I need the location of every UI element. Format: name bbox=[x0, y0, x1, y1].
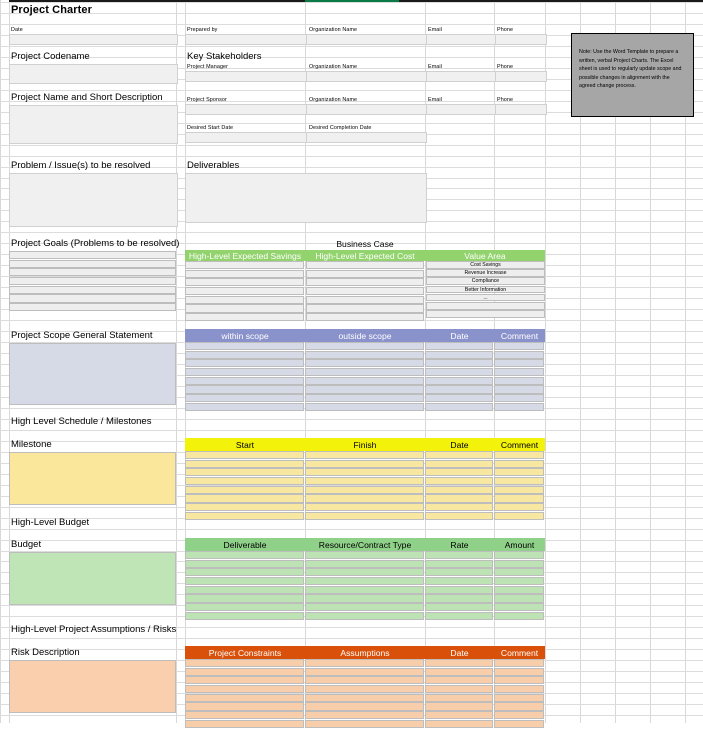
organization-label-1: Organization Name bbox=[309, 27, 358, 33]
section-risk: Risk Description bbox=[11, 647, 80, 658]
table-row[interactable] bbox=[185, 612, 545, 620]
table-cell[interactable] bbox=[494, 377, 544, 385]
table-cell[interactable] bbox=[494, 659, 544, 667]
stakeholder-name-input-1[interactable] bbox=[185, 71, 307, 82]
table-row[interactable] bbox=[306, 278, 425, 286]
table-row[interactable] bbox=[185, 577, 545, 585]
milestone-table-header bbox=[185, 438, 545, 451]
email-input-3[interactable] bbox=[426, 104, 496, 115]
section-budget-head: High-Level Budget bbox=[11, 517, 90, 528]
table-cell[interactable] bbox=[425, 551, 493, 559]
row-top-border-right bbox=[399, 0, 703, 2]
table-cell[interactable] bbox=[185, 278, 304, 286]
desired-start-date-label: Desired Start Date bbox=[187, 125, 234, 131]
table-row[interactable] bbox=[185, 594, 545, 602]
grid-row-line bbox=[0, 529, 703, 530]
table-row[interactable] bbox=[306, 261, 425, 269]
table-row[interactable] bbox=[185, 702, 545, 710]
table-cell[interactable] bbox=[185, 368, 304, 376]
business-case-cost-rows[interactable] bbox=[306, 261, 425, 322]
column-header: Comment bbox=[500, 439, 539, 450]
goal-line[interactable] bbox=[9, 286, 176, 294]
table-cell[interactable] bbox=[425, 702, 493, 710]
table-row[interactable] bbox=[185, 403, 545, 411]
email-input-1[interactable] bbox=[426, 34, 496, 45]
table-cell[interactable] bbox=[185, 460, 304, 468]
value-area-item[interactable]: Compliance bbox=[426, 277, 545, 285]
table-cell[interactable] bbox=[305, 694, 424, 702]
table-cell[interactable] bbox=[425, 460, 493, 468]
table-cell[interactable] bbox=[425, 659, 493, 667]
table-cell[interactable] bbox=[185, 551, 304, 559]
table-cell[interactable] bbox=[185, 560, 304, 568]
table-cell[interactable] bbox=[305, 351, 424, 359]
table-cell[interactable] bbox=[305, 403, 424, 411]
business-case-header bbox=[185, 250, 545, 261]
table-row[interactable] bbox=[185, 451, 545, 459]
table-row[interactable] bbox=[185, 385, 545, 393]
table-cell[interactable] bbox=[185, 451, 304, 459]
table-cell[interactable] bbox=[494, 460, 544, 468]
budget-table-rows[interactable] bbox=[185, 551, 545, 621]
column-header: outside scope bbox=[338, 330, 392, 341]
table-cell[interactable] bbox=[425, 512, 493, 520]
table-cell[interactable] bbox=[494, 503, 544, 511]
table-cell[interactable] bbox=[185, 486, 304, 494]
table-row[interactable] bbox=[185, 468, 545, 476]
table-cell[interactable] bbox=[185, 702, 304, 710]
table-cell[interactable] bbox=[494, 720, 544, 728]
page-title: Project Charter bbox=[11, 4, 92, 16]
table-cell[interactable] bbox=[425, 394, 493, 402]
table-cell[interactable] bbox=[305, 503, 424, 511]
column-header: Date bbox=[450, 647, 469, 658]
table-row[interactable] bbox=[185, 720, 545, 728]
project-goals-lines[interactable] bbox=[9, 251, 176, 312]
table-cell[interactable] bbox=[185, 296, 304, 304]
table-cell[interactable] bbox=[425, 685, 493, 693]
table-cell[interactable] bbox=[305, 586, 424, 594]
column-header: Comment bbox=[500, 330, 539, 341]
table-cell[interactable] bbox=[425, 486, 493, 494]
email-label-3: Email bbox=[428, 97, 442, 103]
table-cell[interactable] bbox=[425, 560, 493, 568]
organization-input-1[interactable] bbox=[306, 34, 427, 45]
table-cell[interactable] bbox=[305, 560, 424, 568]
value-area-item[interactable] bbox=[426, 302, 545, 310]
column-header: Assumptions bbox=[340, 647, 390, 658]
table-cell[interactable] bbox=[306, 287, 424, 295]
grid-row-line bbox=[0, 156, 703, 157]
table-cell[interactable] bbox=[185, 261, 304, 269]
table-cell[interactable] bbox=[494, 676, 544, 684]
table-cell[interactable] bbox=[425, 612, 493, 620]
table-cell[interactable] bbox=[185, 720, 304, 728]
table-cell[interactable] bbox=[494, 477, 544, 485]
table-cell[interactable] bbox=[305, 702, 424, 710]
table-row[interactable] bbox=[185, 313, 305, 321]
table-cell[interactable] bbox=[305, 359, 424, 367]
column-header: Project Constraints bbox=[208, 647, 282, 658]
table-cell[interactable] bbox=[305, 668, 424, 676]
table-cell[interactable] bbox=[494, 702, 544, 710]
table-cell[interactable] bbox=[494, 468, 544, 476]
table-cell[interactable] bbox=[494, 512, 544, 520]
table-cell[interactable] bbox=[305, 659, 424, 667]
value-area-item[interactable]: Cost Savings bbox=[426, 261, 545, 269]
phone-label-1: Phone bbox=[497, 27, 514, 33]
active-cell-indicator bbox=[305, 0, 399, 2]
table-cell[interactable] bbox=[425, 594, 493, 602]
table-cell[interactable] bbox=[425, 577, 493, 585]
risk-table-rows[interactable] bbox=[185, 659, 545, 729]
table-cell[interactable] bbox=[494, 594, 544, 602]
table-row[interactable] bbox=[306, 287, 425, 295]
table-cell[interactable] bbox=[306, 304, 424, 312]
table-cell[interactable] bbox=[185, 694, 304, 702]
table-cell[interactable] bbox=[306, 278, 424, 286]
table-cell[interactable] bbox=[305, 342, 424, 350]
business-case-value-area-list[interactable] bbox=[426, 261, 545, 318]
table-cell[interactable] bbox=[305, 468, 424, 476]
table-row[interactable] bbox=[185, 603, 545, 611]
table-cell[interactable] bbox=[305, 385, 424, 393]
table-cell[interactable] bbox=[494, 560, 544, 568]
section-project-scope: Project Scope General Statement bbox=[11, 330, 153, 341]
table-cell[interactable] bbox=[494, 486, 544, 494]
table-cell[interactable] bbox=[305, 394, 424, 402]
table-cell[interactable] bbox=[425, 468, 493, 476]
table-row[interactable] bbox=[185, 296, 305, 304]
organization-input-3[interactable] bbox=[306, 104, 427, 115]
column-header: Start bbox=[235, 439, 255, 450]
table-cell[interactable] bbox=[305, 368, 424, 376]
table-cell[interactable] bbox=[185, 603, 304, 611]
table-cell[interactable] bbox=[494, 668, 544, 676]
table-cell[interactable] bbox=[185, 385, 304, 393]
section-milestone: Milestone bbox=[11, 439, 52, 450]
table-cell[interactable] bbox=[494, 586, 544, 594]
table-cell[interactable] bbox=[185, 359, 304, 367]
organization-label-3: Organization Name bbox=[309, 97, 358, 103]
table-cell[interactable] bbox=[305, 377, 424, 385]
date-label: Date bbox=[11, 27, 23, 33]
table-cell[interactable] bbox=[425, 586, 493, 594]
table-cell[interactable] bbox=[305, 577, 424, 585]
section-budget: Budget bbox=[11, 539, 42, 550]
table-cell[interactable] bbox=[185, 304, 304, 312]
grid-row-line bbox=[0, 430, 703, 431]
table-row[interactable] bbox=[185, 270, 305, 278]
table-cell[interactable] bbox=[494, 451, 544, 459]
table-row[interactable] bbox=[185, 377, 545, 385]
table-cell[interactable] bbox=[185, 503, 304, 511]
table-cell[interactable] bbox=[494, 342, 544, 350]
budget-input[interactable] bbox=[9, 552, 176, 605]
table-row[interactable] bbox=[185, 685, 545, 693]
table-cell[interactable] bbox=[185, 594, 304, 602]
table-row[interactable] bbox=[185, 359, 545, 367]
table-row[interactable] bbox=[306, 304, 425, 312]
table-cell[interactable] bbox=[185, 512, 304, 520]
stakeholder-name-input-2[interactable] bbox=[185, 104, 307, 115]
table-cell[interactable] bbox=[185, 685, 304, 693]
table-row[interactable] bbox=[185, 668, 545, 676]
table-cell[interactable] bbox=[425, 342, 493, 350]
table-cell[interactable] bbox=[425, 720, 493, 728]
value-area-item[interactable] bbox=[426, 310, 545, 318]
table-cell[interactable] bbox=[425, 494, 493, 502]
table-cell[interactable] bbox=[305, 451, 424, 459]
business-case-savings-rows[interactable] bbox=[185, 261, 305, 322]
value-area-item[interactable]: ... bbox=[426, 294, 545, 302]
table-row[interactable] bbox=[185, 586, 545, 594]
column-header: Resource/Contract Type bbox=[318, 539, 412, 550]
table-cell[interactable] bbox=[425, 377, 493, 385]
section-project-goals: Project Goals (Problems to be resolved) bbox=[11, 238, 180, 249]
goal-line[interactable] bbox=[9, 294, 176, 302]
table-cell[interactable] bbox=[185, 568, 304, 576]
table-cell[interactable] bbox=[494, 577, 544, 585]
note-box: Note: Use the Word Template to prepare a written, verbal Project Charts. The Excel sheet is used to regularly update scope and possible changes in alignment with the agreed change process. bbox=[571, 33, 694, 117]
project-codename-input[interactable] bbox=[9, 64, 178, 84]
table-cell[interactable] bbox=[185, 676, 304, 684]
section-assumptions-head: High-Level Project Assumptions / Risks bbox=[11, 624, 177, 635]
table-row[interactable] bbox=[185, 503, 545, 511]
date-input[interactable] bbox=[9, 34, 178, 45]
column-header: Finish bbox=[353, 439, 377, 450]
table-cell[interactable] bbox=[425, 568, 493, 576]
table-row[interactable] bbox=[185, 287, 305, 295]
risk-table-header bbox=[185, 646, 545, 659]
table-cell[interactable] bbox=[425, 711, 493, 719]
table-cell[interactable] bbox=[425, 359, 493, 367]
table-row[interactable] bbox=[185, 659, 545, 667]
goal-line[interactable] bbox=[9, 277, 176, 285]
table-cell[interactable] bbox=[185, 468, 304, 476]
table-cell[interactable] bbox=[305, 594, 424, 602]
section-deliverables: Deliverables bbox=[187, 160, 240, 171]
table-cell[interactable] bbox=[425, 603, 493, 611]
table-cell[interactable] bbox=[305, 612, 424, 620]
email-label-2: Email bbox=[428, 64, 442, 70]
table-cell[interactable] bbox=[425, 451, 493, 459]
goal-line[interactable] bbox=[9, 303, 176, 311]
column-header: Amount bbox=[504, 539, 535, 550]
table-cell[interactable] bbox=[185, 659, 304, 667]
organization-label-2: Organization Name bbox=[309, 64, 358, 70]
deliverables-input[interactable] bbox=[185, 173, 427, 223]
table-row[interactable] bbox=[185, 394, 545, 402]
value-area-item[interactable]: Better Information bbox=[426, 286, 545, 294]
column-header: Date bbox=[450, 439, 469, 450]
table-cell[interactable] bbox=[305, 676, 424, 684]
email-label-1: Email bbox=[428, 27, 442, 33]
table-cell[interactable] bbox=[425, 668, 493, 676]
table-row[interactable] bbox=[185, 676, 545, 684]
table-cell[interactable] bbox=[306, 270, 424, 278]
prepared-by-label: Prepared by bbox=[187, 27, 218, 33]
table-cell[interactable] bbox=[425, 477, 493, 485]
budget-table-header bbox=[185, 538, 545, 551]
table-cell[interactable] bbox=[494, 351, 544, 359]
table-cell[interactable] bbox=[306, 261, 424, 269]
table-row[interactable] bbox=[185, 351, 545, 359]
table-row[interactable] bbox=[185, 551, 545, 559]
table-cell[interactable] bbox=[305, 685, 424, 693]
grid-row-line bbox=[0, 232, 703, 233]
phone-input-2[interactable] bbox=[495, 71, 547, 82]
column-header: Value Area bbox=[464, 250, 506, 261]
table-row[interactable] bbox=[185, 711, 545, 719]
business-case-title: Business Case bbox=[336, 239, 394, 249]
table-row[interactable] bbox=[185, 261, 305, 269]
desired-completion-date-label: Desired Completion Date bbox=[309, 125, 372, 131]
table-cell[interactable] bbox=[305, 551, 424, 559]
table-cell[interactable] bbox=[185, 668, 304, 676]
phone-label-3: Phone bbox=[497, 97, 514, 103]
milestone-table-rows[interactable] bbox=[185, 451, 545, 521]
table-row[interactable] bbox=[185, 304, 305, 312]
table-cell[interactable] bbox=[185, 394, 304, 402]
table-cell[interactable] bbox=[494, 568, 544, 576]
table-row[interactable] bbox=[306, 313, 425, 321]
table-row[interactable] bbox=[185, 342, 545, 350]
goal-line[interactable] bbox=[9, 251, 176, 259]
milestone-input[interactable] bbox=[9, 452, 176, 505]
project-name-input[interactable] bbox=[9, 105, 178, 144]
phone-input-3[interactable] bbox=[495, 104, 547, 115]
table-cell[interactable] bbox=[425, 351, 493, 359]
organization-input-2[interactable] bbox=[306, 71, 427, 82]
table-cell[interactable] bbox=[425, 368, 493, 376]
table-row[interactable] bbox=[185, 477, 545, 485]
table-row[interactable] bbox=[185, 278, 305, 286]
table-cell[interactable] bbox=[185, 287, 304, 295]
section-problem: Problem / Issue(s) to be resolved bbox=[11, 160, 151, 171]
table-row[interactable] bbox=[306, 296, 425, 304]
section-schedule: High Level Schedule / Milestones bbox=[11, 416, 152, 427]
stakeholder-role-1: Project Manager bbox=[187, 64, 229, 70]
grid-row-line bbox=[0, 24, 703, 25]
table-cell[interactable] bbox=[494, 612, 544, 620]
stakeholder-role-2: Project Sponsor bbox=[187, 97, 227, 103]
table-cell[interactable] bbox=[305, 460, 424, 468]
scope-table-header bbox=[185, 329, 545, 342]
column-header: Date bbox=[450, 330, 469, 341]
table-cell[interactable] bbox=[494, 359, 544, 367]
table-cell[interactable] bbox=[425, 694, 493, 702]
table-row[interactable] bbox=[185, 368, 545, 376]
table-cell[interactable] bbox=[185, 494, 304, 502]
table-cell[interactable] bbox=[425, 385, 493, 393]
prepared-by-input[interactable] bbox=[185, 34, 307, 45]
column-header: High-Level Expected Cost bbox=[315, 250, 415, 261]
phone-label-2: Phone bbox=[497, 64, 514, 70]
project-scope-input[interactable] bbox=[9, 343, 176, 405]
table-row[interactable] bbox=[185, 568, 545, 576]
phone-input-1[interactable] bbox=[495, 34, 547, 45]
table-cell[interactable] bbox=[306, 296, 424, 304]
problem-input[interactable] bbox=[9, 173, 178, 227]
section-project-name: Project Name and Short Description bbox=[11, 92, 163, 103]
column-header: High-Level Expected Savings bbox=[188, 250, 302, 261]
goal-line[interactable] bbox=[9, 268, 176, 276]
table-cell[interactable] bbox=[425, 676, 493, 684]
table-row[interactable] bbox=[185, 512, 545, 520]
table-cell[interactable] bbox=[494, 551, 544, 559]
table-cell[interactable] bbox=[185, 586, 304, 594]
table-cell[interactable] bbox=[185, 313, 304, 321]
table-cell[interactable] bbox=[494, 685, 544, 693]
table-cell[interactable] bbox=[494, 694, 544, 702]
table-cell[interactable] bbox=[185, 612, 304, 620]
column-header: within scope bbox=[221, 330, 269, 341]
email-input-2[interactable] bbox=[426, 71, 496, 82]
table-row[interactable] bbox=[306, 270, 425, 278]
risk-input[interactable] bbox=[9, 660, 176, 713]
grid-row-line bbox=[0, 145, 703, 146]
table-cell[interactable] bbox=[494, 711, 544, 719]
table-cell[interactable] bbox=[494, 385, 544, 393]
table-cell[interactable] bbox=[185, 342, 304, 350]
table-cell[interactable] bbox=[305, 720, 424, 728]
section-key-stakeholders: Key Stakeholders bbox=[187, 51, 262, 62]
row-top-border bbox=[9, 0, 305, 2]
table-cell[interactable] bbox=[494, 394, 544, 402]
table-cell[interactable] bbox=[305, 512, 424, 520]
table-row[interactable] bbox=[185, 694, 545, 702]
column-header: Comment bbox=[500, 647, 539, 658]
table-cell[interactable] bbox=[305, 486, 424, 494]
table-row[interactable] bbox=[185, 460, 545, 468]
table-cell[interactable] bbox=[494, 403, 544, 411]
section-project-codename: Project Codename bbox=[11, 51, 90, 62]
table-cell[interactable] bbox=[306, 313, 424, 321]
column-header: Deliverable bbox=[223, 539, 267, 550]
table-row[interactable] bbox=[185, 486, 545, 494]
table-cell[interactable] bbox=[494, 494, 544, 502]
table-cell[interactable] bbox=[305, 568, 424, 576]
scope-table-rows[interactable] bbox=[185, 342, 545, 412]
table-cell[interactable] bbox=[185, 403, 304, 411]
desired-completion-date-input[interactable] bbox=[306, 132, 427, 143]
table-cell[interactable] bbox=[185, 711, 304, 719]
desired-start-date-input[interactable] bbox=[185, 132, 307, 143]
grid-column-line bbox=[0, 0, 1, 723]
table-cell[interactable] bbox=[185, 351, 304, 359]
table-cell[interactable] bbox=[305, 711, 424, 719]
table-cell[interactable] bbox=[185, 377, 304, 385]
table-cell[interactable] bbox=[494, 368, 544, 376]
table-cell[interactable] bbox=[305, 477, 424, 485]
grid-row-line bbox=[0, 638, 703, 639]
table-cell[interactable] bbox=[425, 403, 493, 411]
table-cell[interactable] bbox=[425, 503, 493, 511]
goal-line[interactable] bbox=[9, 260, 176, 268]
table-cell[interactable] bbox=[185, 577, 304, 585]
table-row[interactable] bbox=[185, 560, 545, 568]
table-cell[interactable] bbox=[494, 603, 544, 611]
table-cell[interactable] bbox=[185, 270, 304, 278]
table-row[interactable] bbox=[185, 494, 545, 502]
column-header: Rate bbox=[450, 539, 469, 550]
table-cell[interactable] bbox=[305, 603, 424, 611]
value-area-item[interactable]: Revenue Increase bbox=[426, 269, 545, 277]
table-cell[interactable] bbox=[185, 477, 304, 485]
table-cell[interactable] bbox=[305, 494, 424, 502]
